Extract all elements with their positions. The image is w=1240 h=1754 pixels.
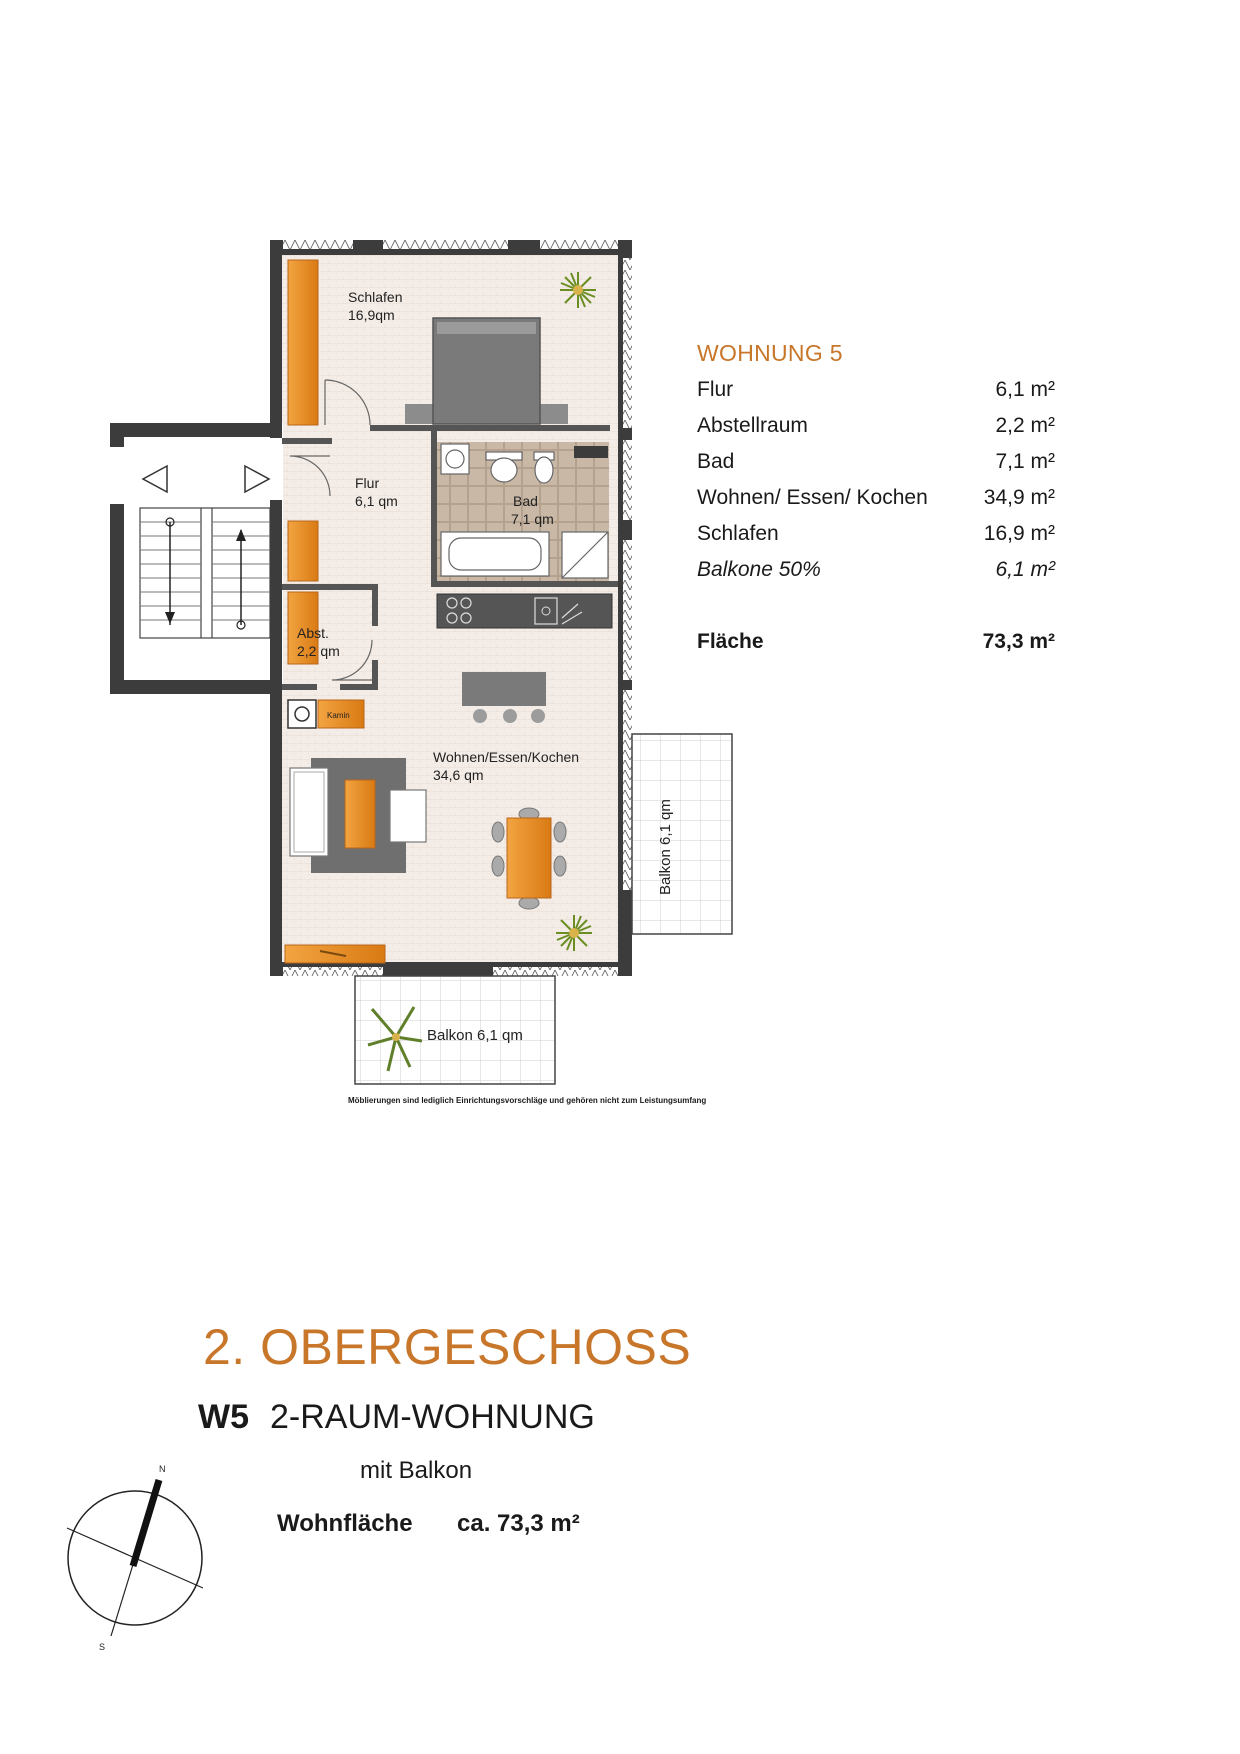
area-row-total (697, 630, 1055, 660)
kitchen-counter (437, 594, 612, 628)
area-total-label: Fläche (697, 630, 764, 653)
area-row-label: Wohnen/ Essen/ Kochen (697, 486, 928, 509)
disclaimer: Möblierungen sind lediglich Einrichtungsvorschläge und gehören nicht zum Leistungsumfang (348, 1096, 707, 1105)
area-row-flur (697, 378, 1055, 408)
kitchen-island (462, 672, 546, 723)
room-name-schlafen: Schlafen (348, 289, 403, 305)
area-row-wohnen (697, 486, 1055, 516)
compass-north-label: N (159, 1464, 166, 1474)
balcony-side (632, 734, 732, 934)
room-name-wohnen: Wohnen/Essen/Kochen (433, 749, 580, 765)
area-table-title: WOHNUNG 5 (697, 340, 843, 366)
unit-subtitle: mit Balkon (360, 1457, 473, 1484)
area-row-value: 6,1 m² (995, 378, 1055, 401)
kamin-label: Kamin (327, 711, 350, 720)
area-row-label: Balkone 50% (697, 558, 821, 581)
area-row-label: Schlafen (697, 522, 779, 545)
compass-south-label: S (99, 1642, 106, 1652)
area-row-label: Bad (697, 450, 735, 473)
area-row-balkone (697, 558, 1055, 588)
area-row-value: 2,2 m² (995, 414, 1055, 437)
balcony-side-label: Balkon 6,1 qm (657, 799, 674, 895)
room-name-bad: Bad (513, 493, 538, 509)
area-row-bad (697, 450, 1055, 480)
unit-id: W5 (198, 1398, 249, 1436)
area-row-abstellraum (697, 414, 1055, 444)
room-name-abst: Abst. (297, 625, 329, 641)
room-area-flur: 6,1 qm (355, 493, 398, 509)
area-row-value: 16,9 m² (983, 522, 1055, 545)
area-row-label: Abstellraum (697, 414, 808, 437)
area-row-value: 34,9 m² (983, 486, 1055, 509)
area-row-value: 7,1 m² (995, 450, 1055, 473)
room-area-wohnen: 34,6 qm (433, 767, 484, 783)
floor-title: 2. OBERGESCHOSS (203, 1319, 692, 1375)
room-area-bad: 7,1 qm (511, 511, 554, 527)
staircase (123, 423, 283, 687)
room-name-flur: Flur (355, 475, 380, 491)
balcony-bottom-label: Balkon 6,1 qm (427, 1027, 523, 1044)
room-area-abst: 2,2 qm (297, 643, 340, 659)
area-total-value: 73,3 m² (982, 630, 1055, 653)
fireplace (288, 700, 364, 728)
compass-icon (67, 1480, 203, 1636)
area-row-schlafen (697, 522, 1055, 552)
living-area-value: ca. 73,3 m² (457, 1510, 580, 1537)
unit-type: 2-RAUM-WOHNUNG (270, 1398, 595, 1436)
area-row-label: Flur (697, 378, 734, 401)
room-area-schlafen: 16,9qm (348, 307, 395, 323)
living-area-label: Wohnfläche (277, 1510, 413, 1537)
area-row-value: 6,1 m² (995, 558, 1055, 581)
